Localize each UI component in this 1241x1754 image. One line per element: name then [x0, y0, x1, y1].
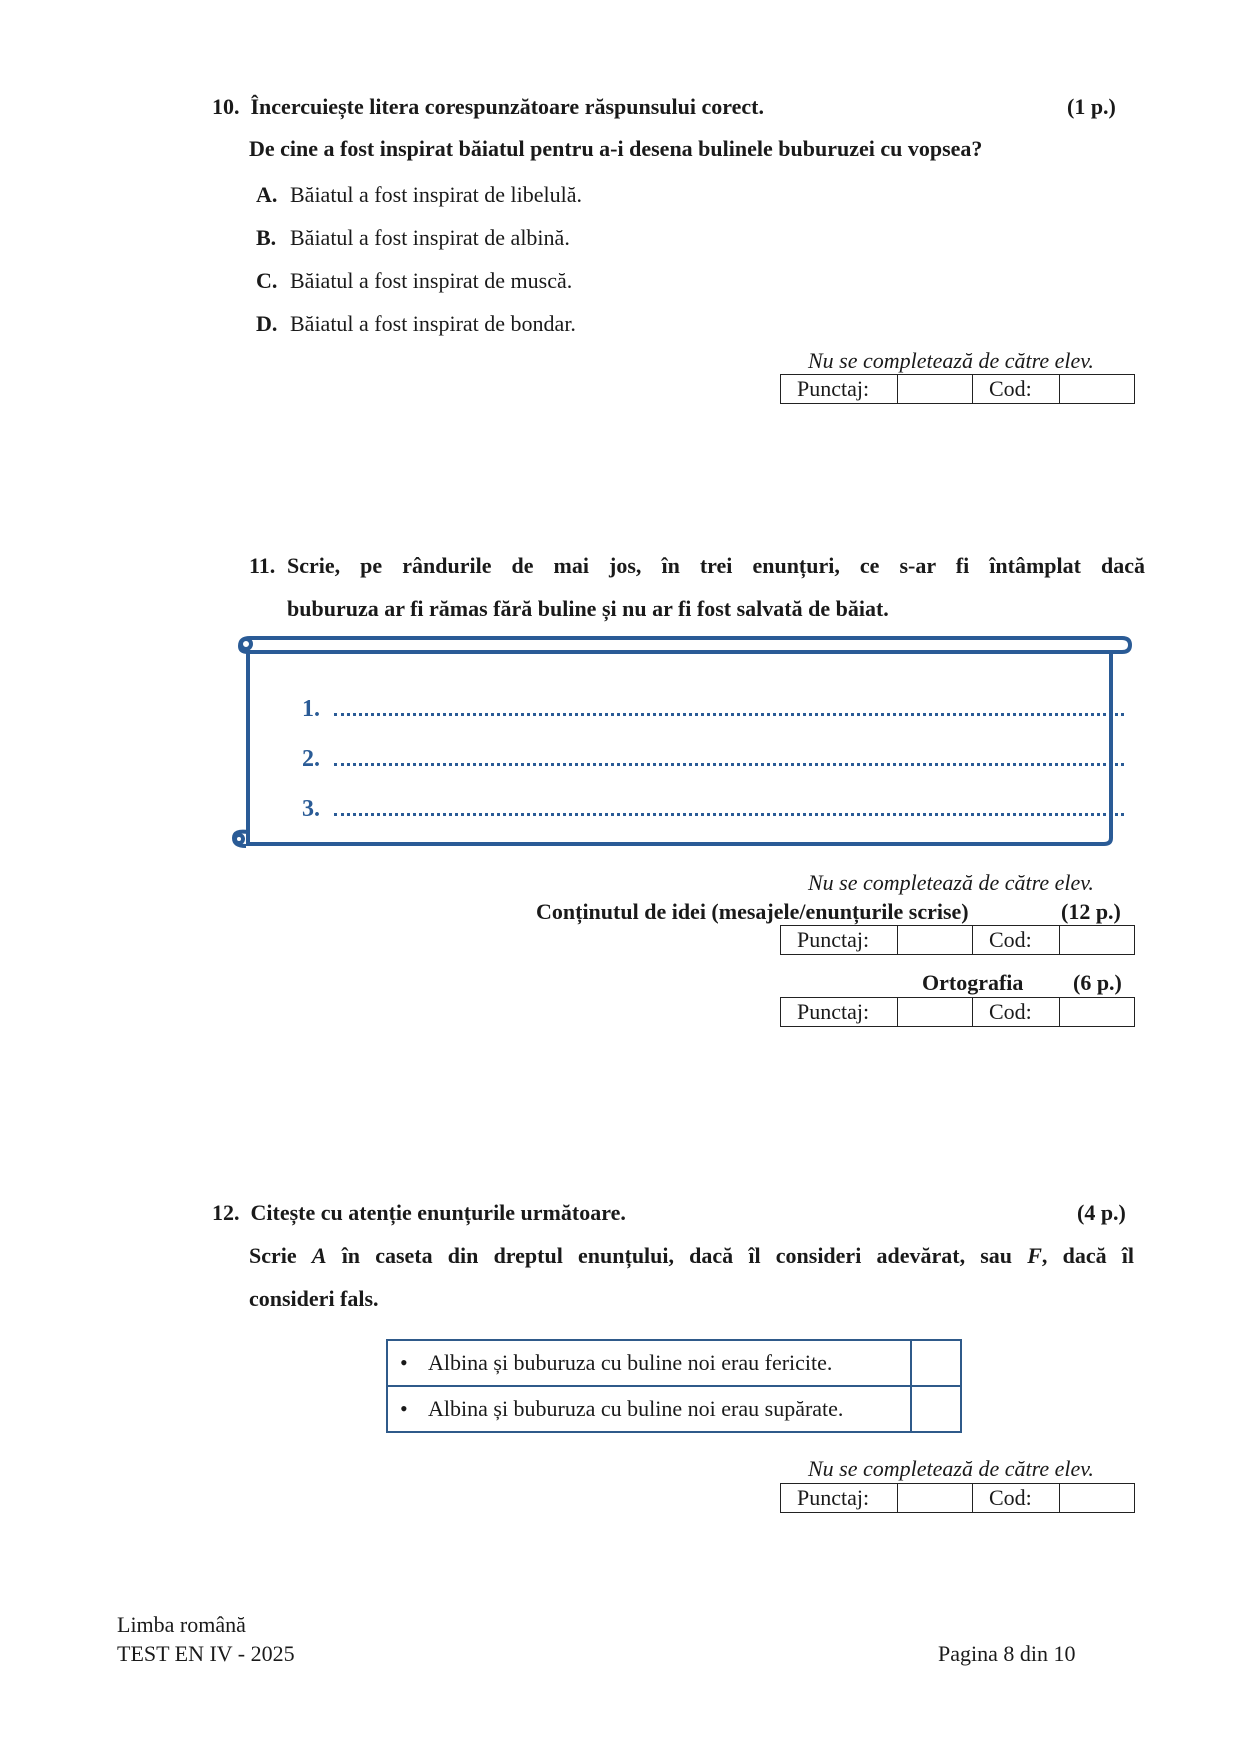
punctaj-cell — [898, 998, 973, 1027]
statement-text: Albina și buburuza cu buline noi erau supărate. — [428, 1396, 844, 1421]
cod-cell — [1060, 1484, 1135, 1513]
q10-instruction: Încercuiește litera corespunzătoare răspunsului corect. — [250, 94, 764, 119]
content-points: (12 p.) — [1061, 899, 1121, 924]
dotted-line — [334, 695, 1124, 716]
statement-text: Albina și buburuza cu buline noi erau fericite. — [428, 1350, 833, 1375]
ortho-points: (6 p.) — [1073, 970, 1122, 995]
q11-line1: Scrie, pe rândurile de mai jos, în trei enunțuri, ce s-ar fi întâmplat dacă — [287, 553, 1145, 578]
option-text: Băiatul a fost inspirat de libelulă. — [290, 182, 583, 207]
option-text: Băiatul a fost inspirat de albină. — [290, 225, 570, 250]
answer-box[interactable] — [911, 1340, 961, 1386]
punctaj-label: Punctaj: — [781, 998, 898, 1027]
footer-test: TEST EN IV - 2025 — [117, 1641, 295, 1666]
q10-note: Nu se completează de către elev. — [808, 348, 1094, 373]
punctaj-cell — [898, 375, 973, 404]
q10-option-a[interactable] — [256, 182, 582, 208]
cod-label: Cod: — [973, 998, 1060, 1027]
option-letter: A. — [256, 182, 278, 207]
q12-letter-f: F — [1027, 1243, 1042, 1268]
table-row — [387, 1386, 961, 1432]
q10-header — [212, 94, 764, 120]
answer-line-2[interactable] — [302, 745, 1124, 773]
answer-line-3[interactable] — [302, 795, 1124, 823]
line-number: 1. — [302, 696, 320, 722]
q12-line1-part-a: Scrie — [249, 1243, 312, 1268]
option-letter: C. — [256, 268, 278, 293]
cod-label: Cod: — [973, 375, 1060, 404]
q12-header — [212, 1200, 626, 1226]
statement-cell: • Albina și buburuza cu buline noi erau fericite. — [387, 1340, 911, 1386]
cod-label: Cod: — [973, 1484, 1060, 1513]
q12-line1-part-c: , dacă îl — [1041, 1243, 1134, 1268]
footer-subject: Limba română — [117, 1612, 246, 1637]
cod-cell — [1060, 926, 1135, 955]
q12-instruction: Citește cu atenție enunțurile următoare. — [250, 1200, 626, 1225]
q12-line1 — [249, 1243, 1134, 1269]
q10-option-c[interactable] — [256, 268, 572, 294]
q10-points: (1 p.) — [1067, 94, 1116, 119]
punctaj-label: Punctaj: — [781, 375, 898, 404]
line-number: 2. — [302, 746, 320, 772]
table-row — [387, 1340, 961, 1386]
option-letter: D. — [256, 311, 278, 336]
q12-line1-part-b: în caseta din dreptul enunțului, dacă îl consideri adevărat, sau — [326, 1243, 1028, 1268]
q11-line2: buburuza ar fi rămas fără buline și nu ar fi fost salvată de băiat. — [287, 596, 889, 621]
q10-number: 10. — [212, 94, 240, 119]
ortho-label: Ortografia — [922, 970, 1024, 995]
punctaj-cell — [898, 926, 973, 955]
q12-note: Nu se completează de către elev. — [808, 1456, 1094, 1481]
punctaj-cell — [898, 1484, 973, 1513]
footer-page: Pagina 8 din 10 — [938, 1641, 1076, 1666]
content-score-table — [780, 925, 1135, 955]
cod-label: Cod: — [973, 926, 1060, 955]
cod-cell — [1060, 998, 1135, 1027]
answer-line-1[interactable] — [302, 695, 1124, 723]
dotted-line — [334, 745, 1124, 766]
content-label: Conținutul de idei (mesajele/enunțurile scrise) — [536, 899, 969, 924]
q10-score-table — [780, 374, 1135, 404]
q12-score-table — [780, 1483, 1135, 1513]
q12-number: 12. — [212, 1200, 240, 1225]
q10-question: De cine a fost inspirat băiatul pentru a-i desena bulinele buburuzei cu vopsea? — [249, 136, 983, 161]
punctaj-label: Punctaj: — [781, 1484, 898, 1513]
option-letter: B. — [256, 225, 277, 250]
ortho-score-table — [780, 997, 1135, 1027]
q10-option-b[interactable] — [256, 225, 570, 251]
q12-letter-a: A — [311, 1243, 327, 1268]
q12-line2: consideri fals. — [249, 1286, 379, 1311]
q12-points: (4 p.) — [1077, 1200, 1126, 1225]
q11-note: Nu se completează de către elev. — [808, 870, 1094, 895]
punctaj-label: Punctaj: — [781, 926, 898, 955]
answer-box[interactable] — [911, 1386, 961, 1432]
dotted-line — [334, 795, 1124, 816]
q11-number: 11. — [249, 553, 276, 578]
statements-table — [386, 1339, 962, 1433]
cod-cell — [1060, 375, 1135, 404]
statement-cell: • Albina și buburuza cu buline noi erau supărate. — [387, 1386, 911, 1432]
line-number: 3. — [302, 796, 320, 822]
option-text: Băiatul a fost inspirat de bondar. — [290, 311, 576, 336]
q10-option-d[interactable] — [256, 311, 576, 337]
option-text: Băiatul a fost inspirat de muscă. — [290, 268, 573, 293]
